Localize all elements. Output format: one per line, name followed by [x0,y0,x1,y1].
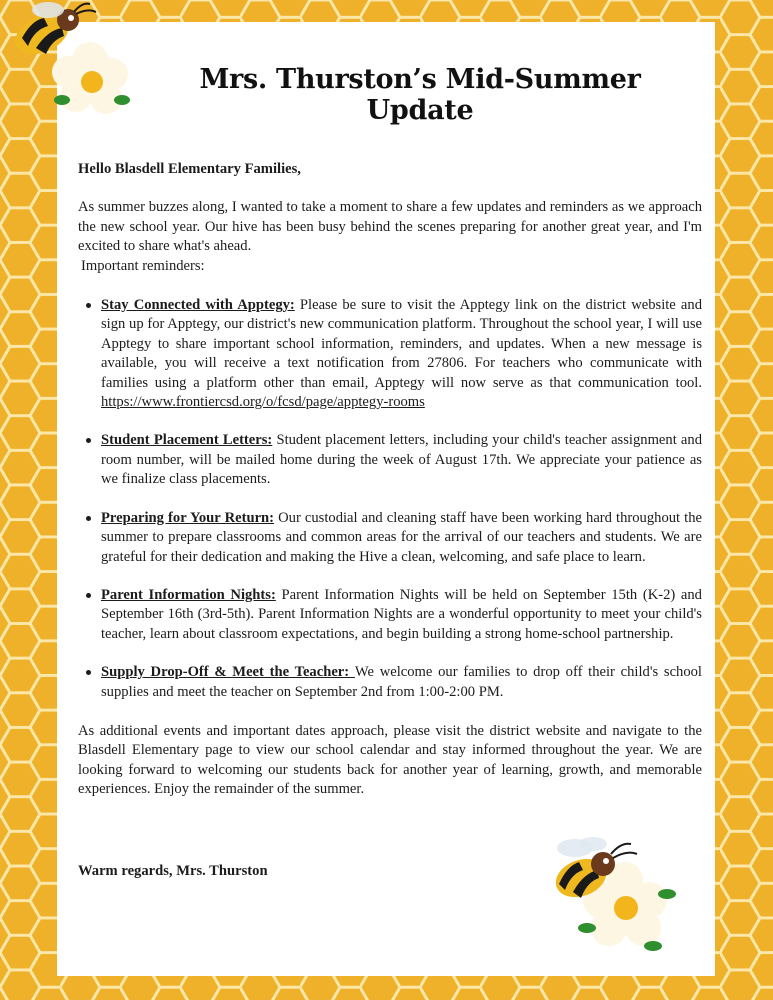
item-title: Preparing for Your Return: [101,509,275,526]
letter-body [78,160,702,800]
item-text: Our custodial and cleaning staff have been working hard throughout the summer to prepare classrooms and common areas for the arrival of our teachers and students. We are grateful for their dedication and making the Hive a clean, welcoming, and safe place to learn. [101,509,703,565]
reminders-label: Important reminders: [81,257,205,274]
bee-icon [4,0,144,120]
item-text: We welcome our families to drop off their child's school supplies and meet the teacher on September 2nd from 1:00-2:00 PM. [101,664,702,700]
reminders-list [78,296,702,702]
list-item [101,509,702,567]
item-text: Student placement letters, including your child's teacher assignment and room number, will be mailed home during the week of August 17th. We appreciate your patience as we finalize class placements. [101,432,702,488]
bee-icon [545,828,685,958]
apptegy-link[interactable]: https://www.frontiercsd.org/o/fcsd/page/apptegy-rooms [101,394,425,411]
item-text: Please be sure to visit the Apptegy link on the district website and sign up for Apptegy, our district's new communication platform. Throughout the school year, I will use Apptegy to share important school information, reminders, and updates. When a new message is available, you will receive a text notification from 27806. For teachers who communicate with families using a platform other than email, Apptegy will now serve as that communication tool. [101,297,702,391]
item-title: Supply Drop-Off & Meet the Teacher: [101,664,355,681]
closing-paragraph: As additional events and important dates approach, please visit the district website and navigate to the Blasdell Elementary page to view our school calendar and stay informed throughout the year. We are looking forward to welcoming our students back for another year of learning, growth, and memorable experiences. Enjoy the remainder of the summer. [78,722,702,798]
list-item [101,296,702,412]
list-item [101,663,702,702]
page-title: Mrs. Thurston’s Mid-Summer Update [199,64,641,126]
item-title: Parent Information Nights: [101,586,276,603]
greeting: Hello Blasdell Elementary Families, [78,161,301,177]
list-item [101,431,702,489]
signoff: Warm regards, Mrs. Thurston [78,863,268,879]
list-item [101,586,702,644]
intro-paragraph: As summer buzzes along, I wanted to take a moment to share a few updates and reminders as we approach the new school year. Our hive has been busy behind the scenes preparing for another great year, and I'm excited to share what's ahead. [78,199,702,255]
item-title: Student Placement Letters: [101,432,273,449]
item-text: Parent Information Nights will be held on September 15th (K-2) and September 16th (3rd-5th). Parent Information Nights are a wonderful opportunity to meet your child's teacher, learn about classroom expectations, and begin building a strong home-school partnership. [101,586,702,642]
item-title: Stay Connected with Apptegy: [101,297,295,314]
flower-icon [52,42,130,114]
